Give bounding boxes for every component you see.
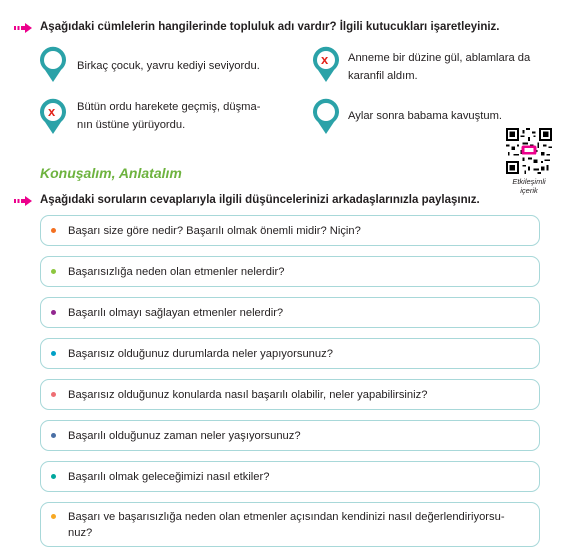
item1-text: Birkaç çocuk, yavru kediyi seviyordu. xyxy=(77,60,260,72)
question-box xyxy=(40,338,540,369)
item4-text: Aylar sonra babama kavuştum. xyxy=(348,110,503,122)
question-box xyxy=(40,256,540,287)
section-title: Konuşalım, Anlatalım xyxy=(40,165,182,181)
question-text: Başarısızlığa neden olan etmenler nelerdir? xyxy=(68,265,285,278)
bullet-dot xyxy=(51,433,56,438)
question-box xyxy=(40,379,540,410)
item3-text: Bütün ordu harekete geçmiş, düşma- nın üstüne yürüyordu. xyxy=(77,101,261,131)
bullet-dot xyxy=(51,228,56,233)
question-text: Başarılı olmak geleceğimizi nasıl etkiler? xyxy=(68,470,270,483)
checkbox-pin[interactable] xyxy=(38,98,68,141)
question-box xyxy=(40,461,540,492)
bullet-dot xyxy=(51,310,56,315)
qr-caption: Etkileşimli içerik xyxy=(512,177,546,195)
checkbox-pin[interactable] xyxy=(311,46,341,89)
question-box xyxy=(40,420,540,451)
checkbox-pin[interactable] xyxy=(38,46,68,89)
cross-mark: x xyxy=(321,52,329,67)
question-box xyxy=(40,215,540,246)
question-text: Başarılı olmayı sağlayan etmenler nelerdir? xyxy=(68,306,284,319)
pink-arrow-icon xyxy=(14,196,32,206)
bullet-dot xyxy=(51,514,56,519)
exercise2-instruction: Aşağıdaki soruların cevaplarıyla ilgili düşüncelerinizi arkadaşlarınızla paylaşınız. xyxy=(40,194,480,206)
bullet-dot xyxy=(51,474,56,479)
bullet-dot xyxy=(51,351,56,356)
map-pin-checkbox-icon xyxy=(38,46,68,84)
question-box xyxy=(40,297,540,328)
item2-text: Anneme bir düzine gül, ablamlara da karanfil aldım. xyxy=(348,52,531,82)
question-text: Başarısız olduğunuz konularda nasıl başarılı olabilir, neler yapabilirsiniz? xyxy=(68,388,428,401)
question-text: Başarı ve başarısızlığa neden olan etmenler açısından kendinizi nasıl değerlendiriyorsu- nuz? xyxy=(68,511,505,539)
exercise1-instruction: Aşağıdaki cümlelerin hangilerinde topluluk adı vardır? İlgili kutucukları işaretleyiniz. xyxy=(40,21,500,33)
bullet-dot xyxy=(51,269,56,274)
pink-arrow-icon xyxy=(14,23,32,33)
bullet-dot xyxy=(51,392,56,397)
map-pin-checkbox-icon xyxy=(311,98,341,136)
question-box xyxy=(40,502,540,547)
question-text: Başarılı olduğunuz zaman neler yaşıyorsunuz? xyxy=(68,429,301,442)
qr-code-icon[interactable] xyxy=(506,128,552,174)
question-text: Başarı size göre nedir? Başarılı olmak önemli midir? Niçin? xyxy=(68,224,361,237)
question-text: Başarısız olduğunuz durumlarda neler yapıyorsunuz? xyxy=(68,347,333,360)
checkbox-pin[interactable] xyxy=(311,98,341,141)
cross-mark: x xyxy=(48,104,56,119)
